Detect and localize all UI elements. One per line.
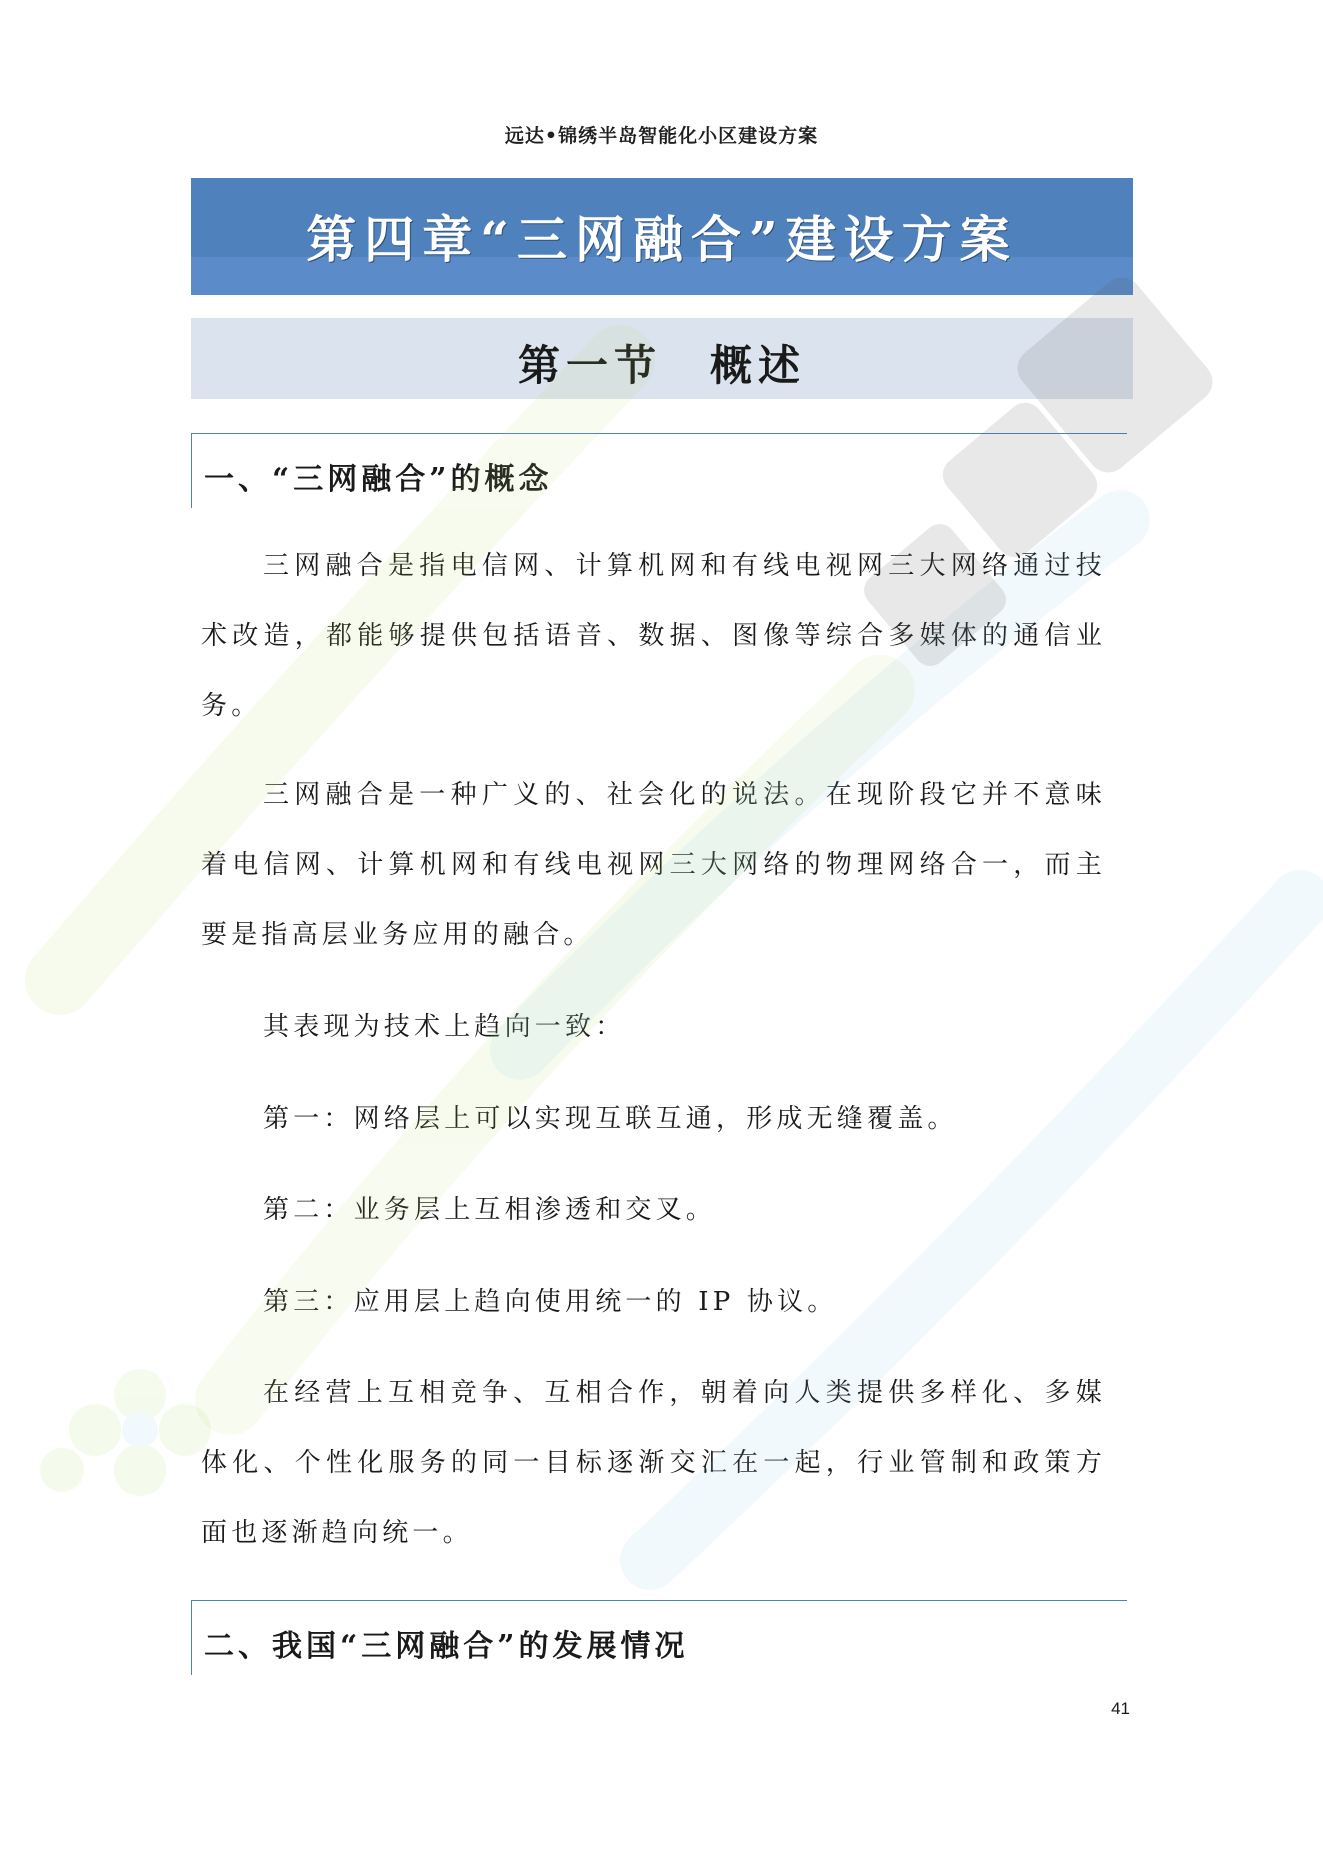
heading-2: 二、我国“三网融合”的发展情况 <box>204 1629 689 1664</box>
heading-block-2 <box>191 1600 1127 1675</box>
page-number: 41 <box>1111 1699 1130 1718</box>
heading-block-1 <box>191 433 1127 508</box>
chapter-title: 第四章“三网融合”建设方案 <box>306 210 1018 269</box>
paragraph-6: 第三：应用层上趋向使用统一的 IP 协议。 <box>263 1287 838 1317</box>
paragraph-7: 在经营上互相竞争、互相合作，朝着向人类提供多样化、多媒体化、个性化服务的同一目标逐渐交汇在一起，行业管制和政策方面也逐渐趋向统一。 <box>201 1378 1106 1548</box>
watermark-flower-petal <box>114 1369 166 1421</box>
watermark-flower-center <box>122 1412 158 1448</box>
paragraph-3: 其表现为技术上趋向一致： <box>263 1012 626 1042</box>
paragraph-1: 三网融合是指电信网、计算机网和有线电视网三大网络通过技术改造，都能够提供包括语音、数据、图像等综合多媒体的通信业务。 <box>201 551 1106 721</box>
watermark-flower-petal <box>69 1404 121 1456</box>
watermark-flower-petal <box>114 1444 166 1496</box>
paragraph-4: 第一：网络层上可以实现互联互通，形成无缝覆盖。 <box>263 1104 958 1134</box>
section-banner <box>191 318 1133 399</box>
watermark-flower-petal <box>40 1448 84 1492</box>
chapter-banner <box>191 178 1133 295</box>
paragraph-2: 三网融合是一种广义的、社会化的说法。在现阶段它并不意味着电信网、计算机网和有线电视网三大网络的物理网络合一，而主要是指高层业务应用的融合。 <box>201 780 1106 950</box>
running-header: 远达•锦绣半岛智能化小区建设方案 <box>504 125 819 147</box>
paragraph-5: 第二：业务层上互相渗透和交叉。 <box>263 1195 717 1225</box>
heading-1: 一、“三网融合”的概念 <box>204 462 553 497</box>
section-title: 第一节 概述 <box>517 341 806 390</box>
